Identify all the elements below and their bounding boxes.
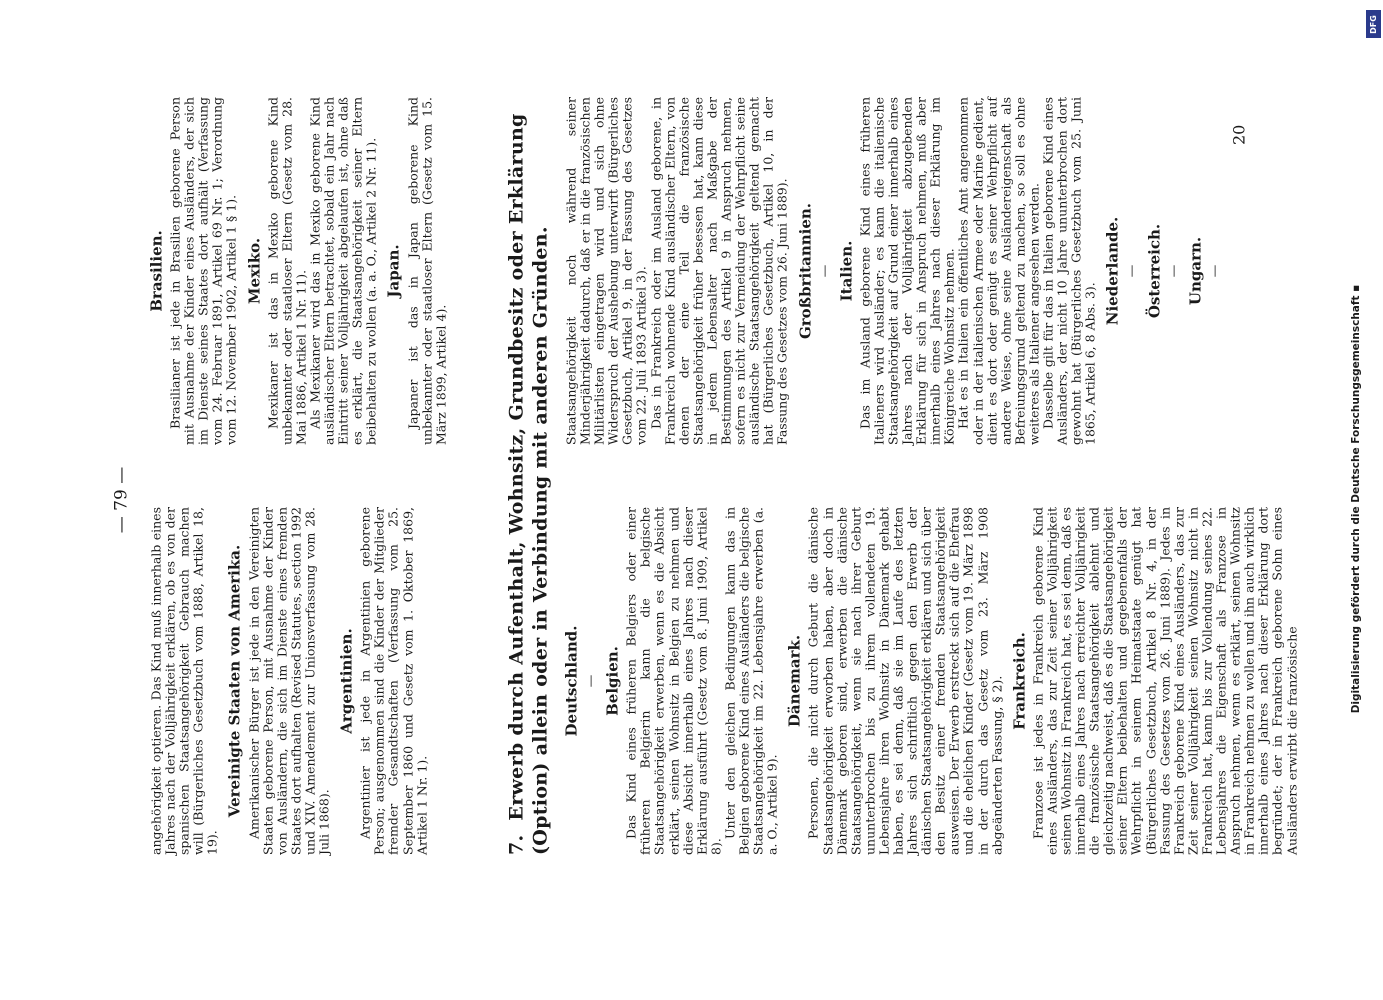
heading-japan: Japan. [384,244,403,298]
heading-brazil: Brasilien. [147,230,166,312]
paragraph-belgium-2: Unter den gleichen Bedingungen kann das in Belgien geborene Kind eines Ausländers die belgische Staatsangehörigkeit im 22. Lebensjahre erwerben (a. a. O., Artikel 9). [722,507,780,855]
heading-mexico: Mexiko. [245,237,264,305]
paragraph-usa: Amerikanischer Bürger ist jede in den Vereinigten Staaten geborene Person, mit Ausnahme der Kinder von Ausländern, die sich im Dienste eines fremden Staates dort aufhalten (Revised Statutes, section 1992 und XIV. Amendement zur Unionsverfassung vom 28. Juli 1868). [246,507,332,855]
paragraph-denmark: Personen, die nicht durch Geburt die dänische Staatsangehörigkeit erworben haben, aber doch in Dänemark geboren sind, erwerben die dänische Staatsangehörigkeit, wenn sie nach ihrer Geburt ununterbrochen bis zu ihrem vollendeten 19. Lebensjahre ihren Wohnsitz in Dänemark gehabt haben, es sei denn, daß sie im Laufe des letzten Jahres sich schriftlich gegen den Erwerb der dänischen Staatsangehörigkeit erklären und sich über den Besitz einer fremden Staatsangehörigkeit ausweisen. Der Erwerb erstreckt sich auf die Ehefrau und die ehelichen Kinder (Gesetz vom 19. März 1898 in der durch das Gesetz vom 23. März 1908 abgeänderten Fassung, § 2). [805,507,1005,855]
paragraph-argentina: Argentinier ist jede in Argentinien geborene Person; ausgenommen sind die Kinder der Mitglieder fremder Gesandtschaften (Verfassung vom 25. September 1860 und Gesetz vom 1. Oktober 1869, Artikel 1 Nr. 1). [357,507,430,855]
paragraph-italy-2: Hat es in Italien ein öffentliches Amt angenommen oder in der italienischen Armee oder Marine gedient, dient es dort oder genügt es seiner Wehrpflicht auf andere Weise, ohne seine Ausländereigenschaft als Befreiungsgrund geltend zu machen, so soll es ohne weiteres als Italiener angesehen werden. [955,97,1042,445]
paragraph-belgium-1: Das Kind eines früheren Belgiers oder einer früheren Belgierin kann die belgische Staatsangehörigkeit erwerben, wenn es die Absicht erklärt, seinen Wohnsitz in Belgien zu nehmen und diese Absicht innerhalb eines Jahres nach dieser Erklärung ausführt (Gesetz vom 8. Juni 1909, Artikel 8). [623,507,724,855]
upper-left-column [150,507,430,855]
lower-left-column [562,507,1300,855]
lower-right-column [565,97,1228,445]
heading-hungary: Ungarn. [1186,236,1205,306]
heading-austria: Österreich. [1145,223,1164,319]
dfg-logo-icon [1366,10,1381,38]
heading-argentina: Argentinien. [337,628,356,734]
paragraph-france: Franzose ist jedes in Frankreich geborene Kind eines Ausländers, das zur Zeit seiner Volljährigkeit seinen Wohnsitz in Frankreich hat, es sei denn, daß es innerhalb eines Jahres nach erreichter Volljährigkeit die französische Staatsangehörigkeit ablehnt und gleichzeitig nachweist, daß es die Staatsangehörigkeit seiner Eltern beibehalten und gegebenenfalls der Wehrpflicht in seinem Heimatstaate genügt hat (Bürgerliches Gesetzbuch, Artikel 8 Nr. 4, in der Fassung des Gesetzes vom 26. Juni 1889). Jedes in Frankreich geborene Kind eines Ausländers, das zur Zeit seiner Volljährigkeit seinen Wohnsitz nicht in Frankreich hat, kann bis zur Vollendung seines 22. Lebensjahres die Eigenschaft als Franzose in Anspruch nehmen, wenn es erklärt, seinen Wohnsitz in Frankreich nehmen zu wollen und ihn auch wirklich innerhalb eines Jahres nach dieser Erklärung dort begründet; der in Frankreich geborene Sohn eines Ausländers erwirbt die französische [1030,507,1299,855]
heading-italy: Italien. [837,240,856,302]
page-number-top: — 79 — [111,466,132,534]
heading-usa: Vereinigte Staaten von Amerika. [225,544,244,818]
dash-netherlands: — [1123,264,1139,278]
credit-text: Digitalisierung gefördert durch die Deutsche Forschungsgemeinschaft ▪ [1350,284,1362,714]
paragraph-italy-3: Dasselbe gilt für das in Italien geborene Kind eines Ausländers, der nicht 10 Jahre ununterbrochen dort gewohnt hat (Bürgerliches Gesetzbuch vom 25. Juni 1865, Artikel 6, 8 Abs. 3). [1040,97,1098,445]
paragraph-france-continued: Staatsangehörigkeit noch während seiner Minderjährigkeit dadurch, daß er in die französischen Militärlisten eingetragen wird und sich ohne Widerspruch der Aushebung unterwirft (Bürgerliches Gesetzbuch, Artikel 9, in der Fassung des Gesetzes vom 22. Juli 1893 Artikel 3). [563,97,649,445]
section-heading [505,95,553,855]
paragraph-mexico-2: Als Mexikaner wird das in Mexiko geborene Kind ausländischer Eltern betrachtet, sobald ein Jahr nach Eintritt seiner Volljährigkeit abgelaufen ist, ohne daß es erklärt, die Staatsangehörigkeit seiner Eltern beibehalten zu wollen (a. a. O., Artikel 2 Nr. 11). [307,97,379,445]
paragraph-japan: Japaner ist das in Japan geborene Kind unbekannter oder staatloser Eltern (Gesetz vom 15. März 1899, Artikel 4). [405,97,449,445]
paragraph-brazil: Brasilianer ist jede in Brasilien geborene Person mit Ausnahme der Kinder eines Ausländers, der sich im Dienste seines Staates dort aufhält (Verfassung vom 24. Februar 1891, Artikel 69 Nr. 1; Verordnung vom 12. November 1902, Artikel 1 § 1). [167,97,239,445]
upper-right-column [147,97,449,445]
dash-germany: — [582,674,598,688]
digitization-credit [1331,12,1381,987]
heading-france: Frankreich. [1010,632,1029,730]
heading-netherlands: Niederlande. [1103,216,1122,326]
paragraph-spain-continued: angehörigkeit optieren. Das Kind muß innerhalb eines Jahres nach der Volljährigkeit erklären, ob es von der spanischen Staatsangehörigkeit Gebrauch machen will (Bürgerliches Gesetzbuch vom 1888, Artikel 18, 19). [148,507,220,855]
page-number-bottom: 20 [1229,124,1249,145]
section-title: Erwerb durch Aufenthalt, Wohnsitz, Grundbesitz oder Erklärung (Option) allein oder in Verbindung mit anderen Gründen. [505,113,552,855]
dash-austria: — [1165,264,1181,278]
heading-belgium: Belgien. [603,646,622,716]
section-number: 7. [505,834,528,855]
dash-hungary: — [1206,264,1222,278]
heading-germany: Deutschland. [562,625,581,737]
paragraph-france-2: Das in Frankreich oder im Ausland geborene, in Frankreich wohnende Kind ausländischer Eltern, von denen der eine Teil die französische Staatsangehörigkeit früher besessen hat, kann diese in jedem Lebensalter nach Maßgabe der Bestimmungen des Artikel 9 in Anspruch nehmen, sofern es nicht zur Vermeidung der Wehrpflicht seine ausländische Staatsangehörigkeit geltend gemacht hat (Bürgerliches Gesetzbuch, Artikel 10, in der Fassung des Gesetzes vom 26. Juni 1889). [648,97,790,445]
dash-great-britain: — [816,264,832,278]
dfg-logo-text: DFG [1369,14,1379,34]
heading-great-britain: Großbritannien. [796,202,814,340]
paragraph-italy-1: Das im Ausland geborene Kind eines früheren Italieners wird Ausländer; es kann die italienische Staatsangehörigkeit auf Grund einer innerhalb eines Jahres nach der Volljährigkeit abzugebenden Erklärung für sich in Anspruch nehmen, muß aber innerhalb eines Jahres nach dieser Erklärung im Königreiche Wohnsitz nehmen. [857,97,957,445]
paragraph-mexico-1: Mexikaner ist das in Mexiko geborene Kind unbekannter oder staatloser Eltern (Gesetz vom 28. Mai 1886, Artikel 1 Nr. 11). [265,97,309,445]
heading-denmark: Dänemark. [785,634,804,728]
